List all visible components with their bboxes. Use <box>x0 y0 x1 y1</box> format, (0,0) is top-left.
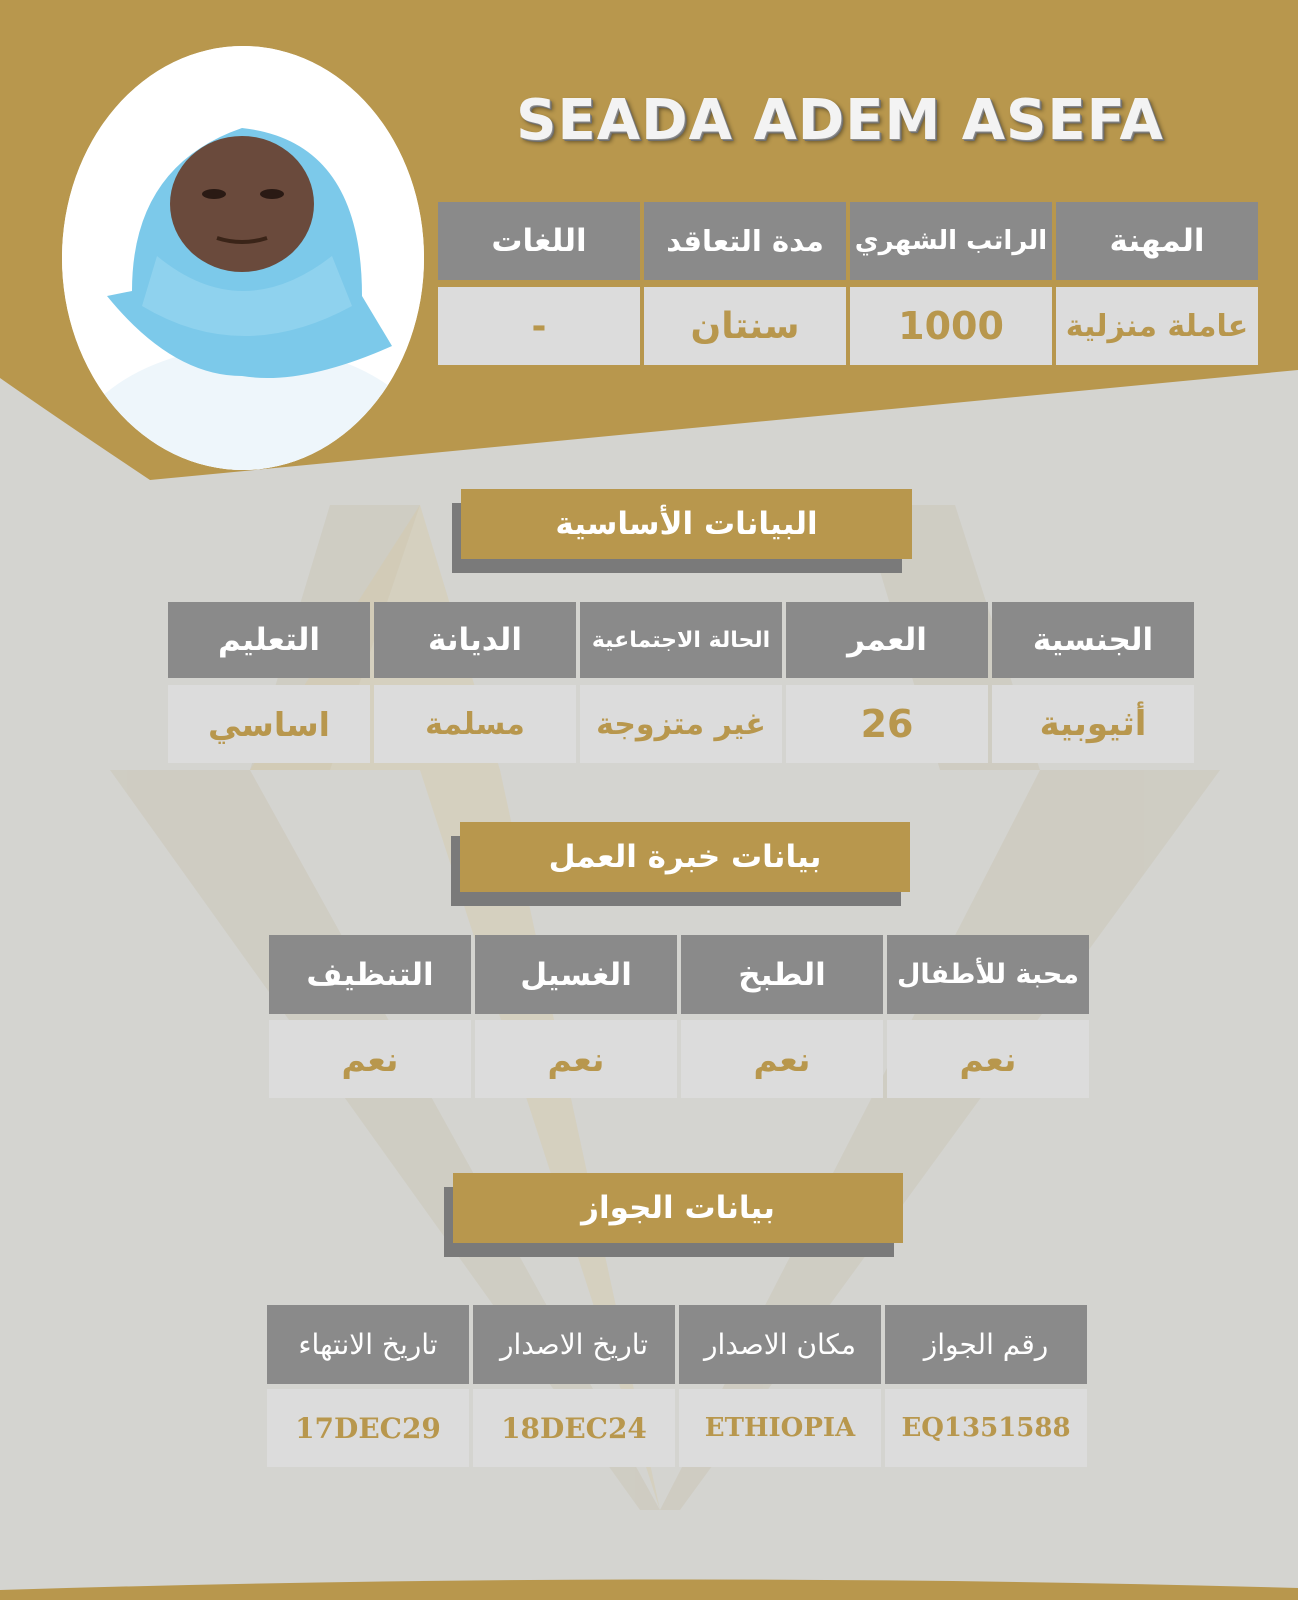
employment-value-row <box>438 287 1258 365</box>
value-age: 26 <box>786 685 988 763</box>
header-issue-place: مكان الاصدار <box>679 1305 881 1384</box>
value-profession: عاملة منزلية <box>1056 287 1258 365</box>
value-cooking: نعم <box>681 1020 883 1098</box>
value-marital-status: غير متزوجة <box>580 685 782 763</box>
experience-header-row <box>269 935 1089 1014</box>
value-loves-children: نعم <box>887 1020 1089 1098</box>
value-monthly-salary: 1000 <box>850 287 1052 365</box>
passport-banner <box>444 1173 903 1259</box>
header-expiry-date: تاريخ الانتهاء <box>267 1305 469 1384</box>
value-passport-number: EQ1351588 <box>885 1389 1087 1467</box>
header-contract-duration: مدة التعاقد <box>644 202 846 280</box>
passport-header-row <box>267 1305 1087 1384</box>
header-issue-date: تاريخ الاصدار <box>473 1305 675 1384</box>
header-profession: المهنة <box>1056 202 1258 280</box>
experience-banner <box>451 822 910 908</box>
header-marital-status: الحالة الاجتماعية <box>580 602 782 678</box>
profile-photo <box>62 46 424 470</box>
value-education: اساسي <box>168 685 370 763</box>
value-contract-duration: سنتان <box>644 287 846 365</box>
value-issue-place: ETHIOPIA <box>679 1389 881 1467</box>
header-cooking: الطبخ <box>681 935 883 1014</box>
header-nationality: الجنسية <box>992 602 1194 678</box>
header-monthly-salary: الراتب الشهري <box>850 202 1052 280</box>
header-age: العمر <box>786 602 988 678</box>
header-education: التعليم <box>168 602 370 678</box>
header-religion: الديانة <box>374 602 576 678</box>
value-nationality: أثيوبية <box>992 685 1194 763</box>
value-expiry-date: 17DEC29 <box>267 1389 469 1467</box>
experience-title: بيانات خبرة العمل <box>460 822 910 892</box>
value-languages: - <box>438 287 640 365</box>
header-languages: اللغات <box>438 202 640 280</box>
experience-value-row <box>269 1020 1089 1098</box>
value-issue-date: 18DEC24 <box>473 1389 675 1467</box>
worker-name: SEADA ADEM ASEFA <box>516 88 1164 153</box>
passport-value-row <box>267 1389 1087 1467</box>
bottom-gold-strip <box>0 1579 1298 1600</box>
passport-title: بيانات الجواز <box>453 1173 903 1243</box>
basic-header-row <box>168 602 1194 678</box>
header-passport-number: رقم الجواز <box>885 1305 1087 1384</box>
header-washing: الغسيل <box>475 935 677 1014</box>
person-portrait-icon <box>62 46 424 470</box>
employment-header-row <box>438 202 1258 280</box>
value-religion: مسلمة <box>374 685 576 763</box>
basic-value-row <box>168 685 1194 763</box>
basic-data-title: البيانات الأساسية <box>461 489 912 559</box>
value-washing: نعم <box>475 1020 677 1098</box>
header-cleaning: التنظيف <box>269 935 471 1014</box>
value-cleaning: نعم <box>269 1020 471 1098</box>
header-loves-children: محبة للأطفال <box>887 935 1089 1014</box>
basic-data-banner <box>452 489 912 575</box>
